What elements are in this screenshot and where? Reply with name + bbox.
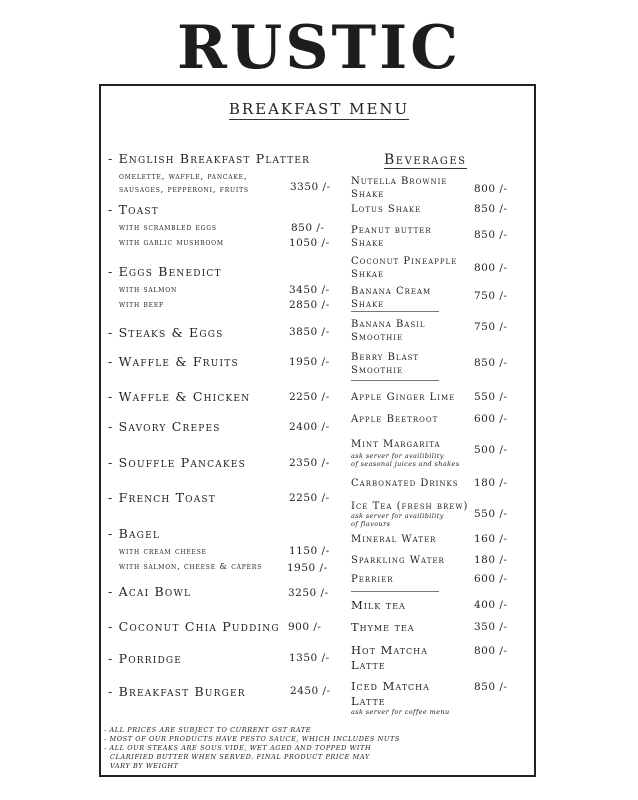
footnote: VARY BY WEIGHT [110,762,179,770]
menu-item-name: - Acai Bowl [108,584,192,599]
beverage-name: Banana Cream [351,286,432,297]
menu-item-name: - French Toast [108,490,216,505]
menu-item-price: 900 /- [288,621,322,633]
section-divider [351,380,439,381]
beverage-price: 750 /- [474,321,508,333]
beverage-price: 850 /- [474,681,508,693]
beverage-name: Mineral Water [351,534,437,545]
beverage-name: Apple Ginger Lime [351,392,456,403]
menu-item-description: omelette, waffle, pancake, [119,172,248,182]
menu-item-name: - Souffle Pancakes [108,455,246,470]
beverage-note: ask server for coffee menu [351,708,450,716]
menu-item-option: with garlic mushroom [119,238,224,248]
beverage-name: Milk tea [351,598,406,612]
beverage-name: Shake [351,238,385,249]
beverage-name: Smoothie [351,332,404,343]
menu-item-name: - Toast [108,202,159,217]
menu-item-option: with cream cheese [119,547,207,557]
menu-item-price: 2850 /- [289,299,330,311]
menu-item-price: 3350 /- [290,181,331,193]
menu-item-name: - Coconut Chia Pudding [108,619,280,634]
beverage-name: Lotus Shake [351,204,422,215]
menu-item-price: 3450 /- [289,284,330,296]
menu-item-price: 850 /- [291,222,325,234]
beverage-name: Shkae [351,269,385,280]
menu-item-price: 1150 /- [289,545,330,557]
menu-title: BREAKFAST MENU [228,100,410,118]
beverage-price: 850 /- [474,357,508,369]
menu-item-price: 1050 /- [289,237,330,249]
menu-item-name: - Bagel [108,526,161,541]
beverage-note: of seasonal juices and shakes [351,460,460,468]
beverage-name: Sparkling Water [351,555,445,566]
menu-item-price: 1950 /- [287,562,328,574]
menu-item-price: 1350 /- [289,652,330,664]
beverage-price: 600 /- [474,573,508,585]
menu-item-name: - Waffle & Fruits [108,354,239,369]
beverage-note: ask server for availibility [351,452,444,460]
beverage-price: 180 /- [474,554,508,566]
menu-item-name: - Savory Crepes [108,419,221,434]
menu-item-price: 1950 /- [289,356,330,368]
beverage-name: Mint Margarita [351,439,441,450]
footnote: - ALL PRICES ARE SUBJECT TO CURRENT GST RATE [104,726,312,734]
menu-footnotes [104,726,400,771]
beverage-name: Coconut Pineapple [351,256,458,267]
beverage-price: 800 /- [474,645,508,657]
beverage-name: Peanut butter [351,225,432,236]
footnote: - MOST OF OUR PRODUCTS HAVE PESTO SAUCE, WHICH INCLUDES NUTS [104,735,400,743]
menu-item-option: with salmon [119,285,178,295]
beverages-heading: Beverages [384,152,467,168]
menu-item-option: with salmon, cheese & capers [119,562,263,572]
beverage-name: Banana Basil [351,319,426,330]
section-divider [351,311,439,312]
beverage-name: Apple Beetroot [351,414,439,425]
menu-item-name: - Eggs Benedict [108,264,222,279]
footnote: - ALL OUR STEAKS ARE SOUS VIDE, WET AGED AND TOPPED WITH [104,744,372,752]
beverage-name: Thyme tea [351,620,415,634]
menu-item-price: 2350 /- [289,457,330,469]
beverage-price: 850 /- [474,203,508,215]
menu-item-option: with beef [119,300,165,310]
beverage-name: Shake [351,189,385,200]
menu-item-price: 2400 /- [289,421,330,433]
beverage-name: Shake [351,299,385,310]
beverage-name: Smoothie [351,365,404,376]
menu-item-name: - Breakfast Burger [108,684,246,699]
beverage-price: 160 /- [474,533,508,545]
menu-item-option: with scrambled eggs [119,223,217,233]
beverage-name: Carbonated Drinks [351,478,459,489]
beverage-price: 400 /- [474,599,508,611]
beverage-price: 500 /- [474,444,508,456]
footnote: CLARIFIED BUTTER WHEN SERVED. FINAL PRODUCT PRICE MAY [110,753,370,761]
beverage-price: 550 /- [474,508,508,520]
menu-item-price: 2250 /- [289,492,330,504]
menu-item-name: - Steaks & Eggs [108,325,224,340]
beverage-price: 350 /- [474,621,508,633]
beverage-note: of flavours [351,520,391,528]
beverage-price: 800 /- [474,183,508,195]
beverage-name: Hot Matcha [351,643,428,657]
beverage-price: 800 /- [474,262,508,274]
beverage-price: 550 /- [474,391,508,403]
beverage-price: 600 /- [474,413,508,425]
brand-logo: RUSTIC [177,13,461,83]
beverage-name: Nutella Brownie [351,176,448,187]
menu-item-price: 2450 /- [290,685,331,697]
beverage-name: Perrier [351,574,394,585]
menu-item-price: 3250 /- [288,587,329,599]
beverage-name: Iced Matcha [351,679,430,693]
beverage-price: 180 /- [474,477,508,489]
menu-item-price: 2250 /- [289,391,330,403]
beverage-price: 750 /- [474,290,508,302]
beverage-name: Berry Blast [351,352,420,363]
beverage-name: Ice Tea (fresh brew) [351,501,469,512]
beverage-note: ask server for availibility [351,512,444,520]
menu-item-name: - English Breakfast Platter [108,151,311,166]
menu-item-description: sausages, pepperoni, fruits [119,185,249,195]
beverage-name: Latte [351,694,386,708]
section-divider [351,591,439,592]
menu-item-name: - Waffle & Chicken [108,389,251,404]
menu-item-price: 3850 /- [289,326,330,338]
beverage-name: Latte [351,658,386,672]
beverage-price: 850 /- [474,229,508,241]
menu-item-name: - Porridge [108,651,183,666]
